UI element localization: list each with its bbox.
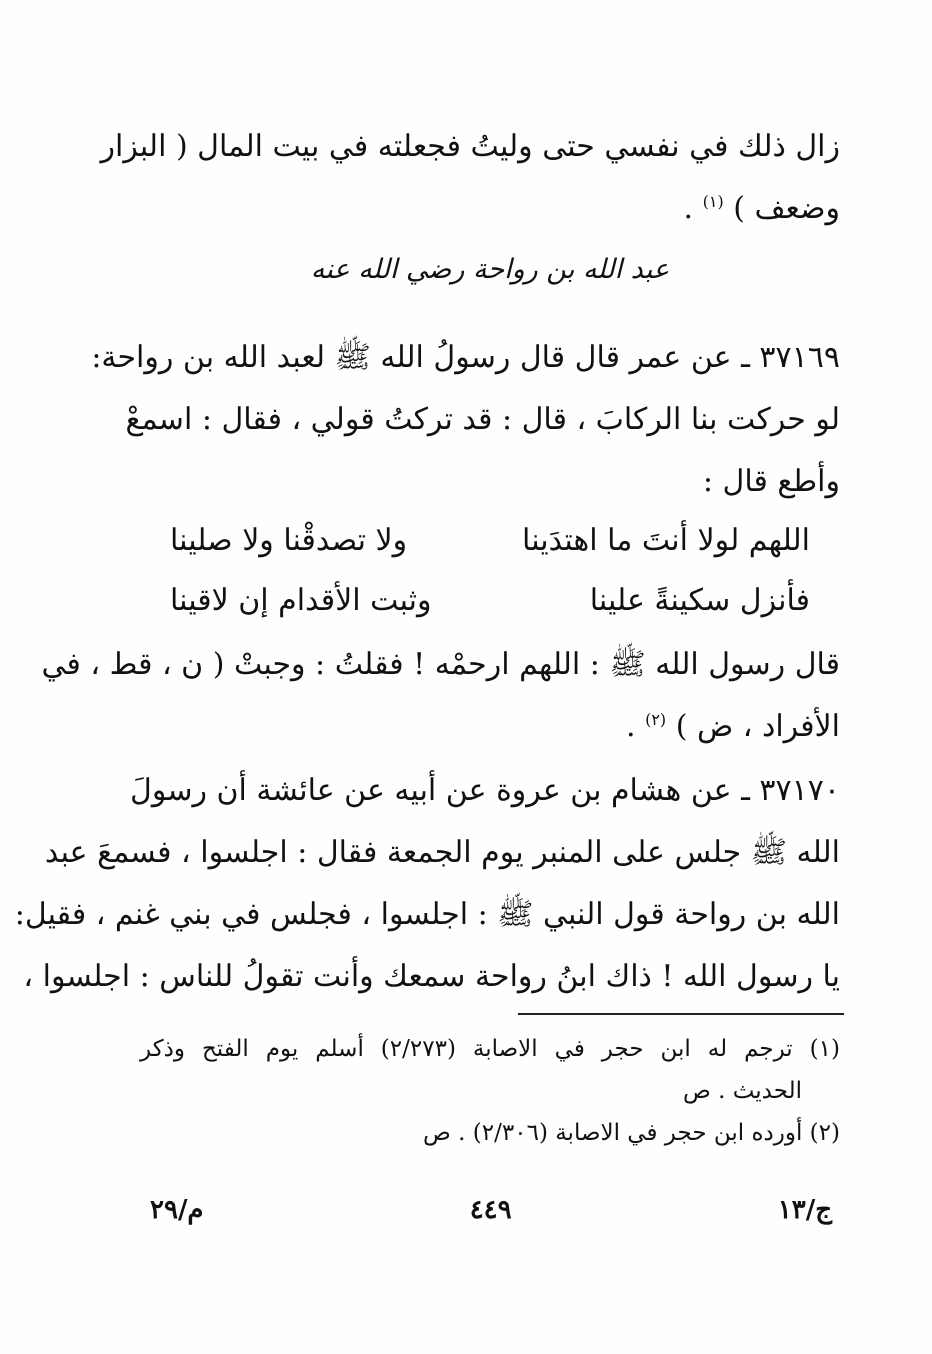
text-line-last (140, 178, 840, 240)
text-line: وأطع قال : (702, 464, 840, 499)
footnote-1-line: (١) ترجم له ابن حجر في الاصابة (٢/٢٧٣) أسلم يوم الفتح وذكر (140, 1036, 840, 1062)
text-line: ٣٧١٧٠ ـ عن هشام بن عروة عن أبيه عن عائشة أن رسولَ (130, 773, 840, 808)
text-line: ٣٧١٦٩ ـ عن عمر قال قال رسولُ الله ﷺ لعبد الله بن رواحة: (91, 340, 840, 375)
footnote-divider (518, 1013, 844, 1015)
sentence-end: . (625, 709, 636, 744)
text-line: الله ﷺ جلس على المنبر يوم الجمعة فقال : اجلسوا ، فسمعَ عبد (44, 835, 840, 870)
text-line-last (140, 696, 840, 758)
text-fragment: الأفراد ، ض ) (675, 709, 840, 744)
text-line: لو حركت بنا الركابَ ، قال : قد تركتُ قولي ، فقال : اسمعْ (125, 402, 840, 437)
verse-first-hemistich: فأنزل سكينةً علينا (589, 583, 810, 618)
page-number: ٤٤٩ (469, 1195, 512, 1225)
verse-second-hemistich: وثبت الأقدام إن لاقينا (170, 583, 432, 618)
verse-second-hemistich: ولا تصدقْنا ولا صلينا (170, 523, 408, 558)
hadith-37169 (91, 327, 840, 513)
hadith-37169-continuation (41, 634, 840, 758)
footnote-1-line: الحديث . ص (682, 1078, 802, 1104)
text-fragment: وضعف ) (733, 191, 840, 226)
footnotes (140, 1028, 840, 1154)
text-line: قال رسول الله ﷺ : اللهم ارحمْه ! فقلتُ : وجبتْ ( ن ، قط ، في (41, 647, 840, 682)
page-footer (150, 1190, 832, 1230)
text-line: الله بن رواحة قول النبي ﷺ : اجلسوا ، فجلس في بني غنم ، فقيل: (14, 897, 840, 932)
text-line: زال ذلك في نفسي حتى وليتُ فجعلته في بيت المال ( البزار (100, 129, 840, 164)
signature-mark: م/٢٩ (150, 1195, 204, 1225)
poem-verse (170, 511, 810, 571)
footnote-ref-2: (٢) (645, 710, 667, 729)
poem-verse (170, 571, 810, 631)
continued-paragraph (100, 116, 840, 240)
text-line: يا رسول الله ! ذاك ابنُ رواحة سمعك وأنت تقولُ للناس : اجلسوا ، (23, 959, 840, 994)
volume-number: ج/١٣ (777, 1195, 832, 1225)
section-heading: عبد الله بن رواحة رضي الله عنه (310, 254, 670, 285)
verse-first-hemistich: اللهم لولا أنتَ ما اهتدَينا (522, 523, 810, 558)
sentence-end: . (683, 191, 694, 226)
footnote-ref-1: (١) (702, 192, 724, 211)
footnote-2-line: (٢) أورده ابن حجر في الاصابة (٢/٣٠٦) . ص (423, 1120, 840, 1146)
hadith-37170 (14, 760, 840, 1008)
